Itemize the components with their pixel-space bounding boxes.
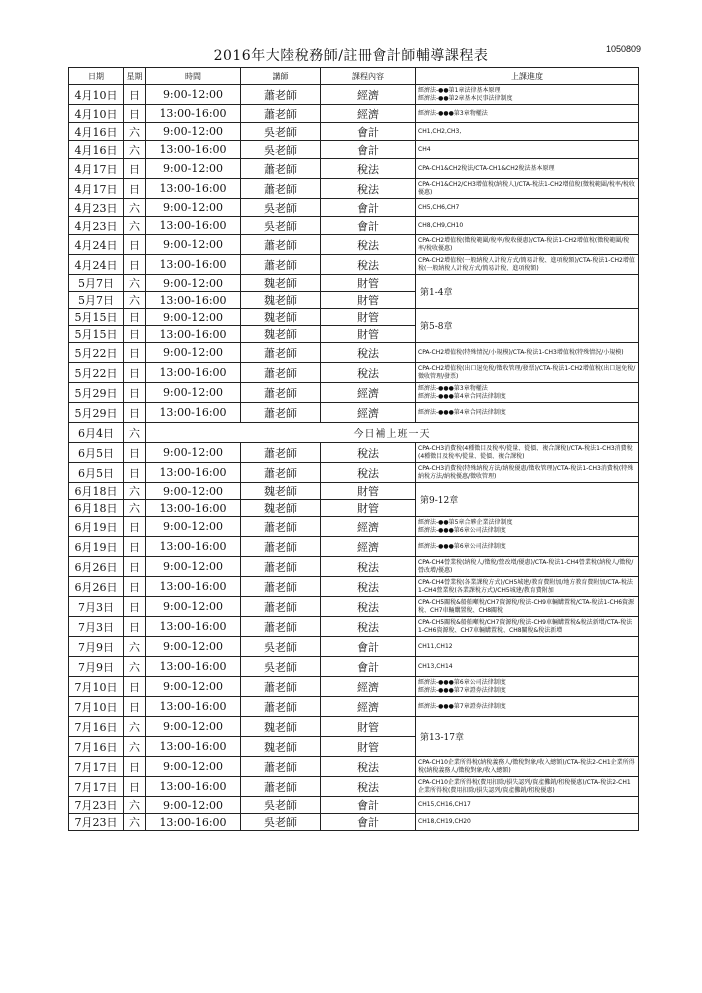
teacher-cell: 吳老師 [241, 141, 321, 159]
subject-cell: 會計 [321, 199, 416, 217]
day-cell: 日 [124, 557, 146, 577]
date-cell: 6月19日 [69, 517, 124, 537]
table-row [69, 577, 639, 597]
date-cell: 5月15日 [69, 326, 124, 343]
date-cell: 7月17日 [69, 757, 124, 777]
progress-cell: 經濟法-●●●第6章公司法律制度 [416, 537, 639, 557]
teacher-cell: 吳老師 [241, 637, 321, 657]
subject-cell: 會計 [321, 217, 416, 235]
progress-cell: CPA-CH3消費稅(4種徵目及稅率/從量、從價、複合課稅)/CTA-稅法1-CH3消費稅(4種徵目及稅率/從量、從價、複合課稅) [416, 443, 639, 463]
progress-cell: CPA-CH1&CH2/CH3增值稅(納稅人)/CTA-稅法1-CH2增值稅(徵稅範圍/稅率/稅收優惠) [416, 179, 639, 199]
subject-cell: 稅法 [321, 757, 416, 777]
day-cell: 日 [124, 235, 146, 255]
table-row [69, 797, 639, 814]
table-row [69, 697, 639, 717]
date-cell: 7月10日 [69, 677, 124, 697]
date-cell: 6月19日 [69, 537, 124, 557]
progress-cell: CPA-CH1&CH2稅法/CTA-CH1&CH2稅法基本原理 [416, 159, 639, 179]
date-cell: 4月24日 [69, 255, 124, 275]
table-row [69, 105, 639, 123]
subject-cell: 稅法 [321, 557, 416, 577]
date-cell: 7月9日 [69, 657, 124, 677]
day-cell: 日 [124, 179, 146, 199]
subject-cell: 會計 [321, 637, 416, 657]
date-cell: 4月24日 [69, 235, 124, 255]
progress-cell: CPA-CH5關稅&船舶噸稅/CH7資源稅/稅法-CH9車輛購置稅/CTA-稅法1-CH6資源稅、CH7車輛購置稅、CH8關稅 [416, 597, 639, 617]
date-cell: 5月29日 [69, 403, 124, 423]
table-row [69, 363, 639, 383]
header-teacher: 講師 [241, 68, 321, 85]
day-cell: 日 [124, 159, 146, 179]
header-date: 日期 [69, 68, 124, 85]
table-row [69, 85, 639, 105]
table-row [69, 557, 639, 577]
day-cell: 日 [124, 363, 146, 383]
table-row [69, 275, 639, 292]
document-code: 1050809 [606, 44, 642, 54]
time-cell: 13:00-16:00 [146, 255, 241, 275]
table-row [69, 537, 639, 557]
teacher-cell: 蕭老師 [241, 757, 321, 777]
teacher-cell: 蕭老師 [241, 235, 321, 255]
progress-cell: CPA-CH10企業所得稅(費用扣除/損失認列/資產攤銷/租稅優惠)/CTA-稅法2-CH1企業所得稅(費用扣除/損失認列/資產攤銷/租稅優惠) [416, 777, 639, 797]
day-cell: 日 [124, 597, 146, 617]
day-cell: 日 [124, 677, 146, 697]
table-header-row [69, 68, 639, 85]
day-cell: 六 [124, 500, 146, 517]
subject-cell: 稅法 [321, 363, 416, 383]
subject-cell: 經濟 [321, 517, 416, 537]
header-day: 星期 [124, 68, 146, 85]
teacher-cell: 吳老師 [241, 217, 321, 235]
progress-cell: CPA-CH2增值稅(徵稅範圍/稅率/稅收優惠)/CTA-稅法1-CH2增值稅(徵稅範圍/稅率/稅收優惠) [416, 235, 639, 255]
table-row [69, 777, 639, 797]
teacher-cell: 蕭老師 [241, 577, 321, 597]
page-title: 2016年大陸稅務師/註冊會計師輔導課程表 [213, 48, 489, 64]
progress-cell: CH4 [416, 141, 639, 159]
day-cell: 日 [124, 777, 146, 797]
teacher-cell: 魏老師 [241, 292, 321, 309]
table-row [69, 141, 639, 159]
teacher-cell: 魏老師 [241, 326, 321, 343]
subject-cell: 經濟 [321, 383, 416, 403]
teacher-cell: 蕭老師 [241, 343, 321, 363]
subject-cell: 經濟 [321, 403, 416, 423]
day-cell: 六 [124, 814, 146, 831]
time-cell: 9:00-12:00 [146, 123, 241, 141]
progress-cell: 經濟法-●●●第4章合同法律制度 [416, 403, 639, 423]
day-cell: 六 [124, 141, 146, 159]
time-cell: 13:00-16:00 [146, 292, 241, 309]
day-cell: 六 [124, 423, 146, 443]
table-row [69, 159, 639, 179]
time-cell: 13:00-16:00 [146, 179, 241, 199]
subject-cell: 經濟 [321, 677, 416, 697]
date-cell: 5月15日 [69, 309, 124, 326]
day-cell: 日 [124, 617, 146, 637]
teacher-cell: 蕭老師 [241, 105, 321, 123]
teacher-cell: 魏老師 [241, 737, 321, 757]
teacher-cell: 吳老師 [241, 797, 321, 814]
time-cell: 9:00-12:00 [146, 235, 241, 255]
time-cell: 9:00-12:00 [146, 483, 241, 500]
time-cell: 13:00-16:00 [146, 141, 241, 159]
date-cell: 4月23日 [69, 217, 124, 235]
date-cell: 6月18日 [69, 483, 124, 500]
day-cell: 日 [124, 343, 146, 363]
teacher-cell: 吳老師 [241, 123, 321, 141]
teacher-cell: 吳老師 [241, 199, 321, 217]
time-cell: 9:00-12:00 [146, 199, 241, 217]
subject-cell: 會計 [321, 814, 416, 831]
table-row [69, 343, 639, 363]
subject-cell: 稅法 [321, 463, 416, 483]
date-cell: 7月16日 [69, 717, 124, 737]
table-row [69, 309, 639, 326]
time-cell: 9:00-12:00 [146, 717, 241, 737]
subject-cell: 稅法 [321, 159, 416, 179]
progress-cell: CH5,CH6,CH7 [416, 199, 639, 217]
progress-cell: 經濟法-●●●第6章公司法律制度 經濟法-●●●第7章證券法律制度 [416, 677, 639, 697]
teacher-cell: 蕭老師 [241, 463, 321, 483]
teacher-cell: 吳老師 [241, 814, 321, 831]
day-cell: 六 [124, 657, 146, 677]
subject-cell: 經濟 [321, 697, 416, 717]
date-cell: 7月3日 [69, 617, 124, 637]
subject-cell: 稅法 [321, 443, 416, 463]
time-cell: 9:00-12:00 [146, 309, 241, 326]
table-row [69, 677, 639, 697]
day-cell: 日 [124, 255, 146, 275]
day-cell: 六 [124, 199, 146, 217]
date-cell: 4月23日 [69, 199, 124, 217]
subject-cell: 稅法 [321, 577, 416, 597]
table-row [69, 423, 639, 443]
time-cell: 13:00-16:00 [146, 537, 241, 557]
date-cell: 6月5日 [69, 463, 124, 483]
progress-cell: CPA-CH2增值稅(出口退免稅/徵收管理/發票)/CTA-稅法1-CH2增值稅(出口退免稅/徵收管理/發票) [416, 363, 639, 383]
day-cell: 日 [124, 85, 146, 105]
day-cell: 日 [124, 757, 146, 777]
teacher-cell: 蕭老師 [241, 617, 321, 637]
progress-cell: CPA-CH2增值稅(特殊情況/小規模)/CTA-稅法1-CH3增值稅(特殊情況/小規模) [416, 343, 639, 363]
table-row [69, 217, 639, 235]
day-cell: 六 [124, 637, 146, 657]
progress-cell: 第13-17章 [416, 717, 639, 757]
day-cell: 日 [124, 517, 146, 537]
teacher-cell: 蕭老師 [241, 517, 321, 537]
date-cell: 4月16日 [69, 141, 124, 159]
teacher-cell: 蕭老師 [241, 777, 321, 797]
date-cell: 7月9日 [69, 637, 124, 657]
day-cell: 日 [124, 463, 146, 483]
progress-cell: CH15,CH16,CH17 [416, 797, 639, 814]
time-cell: 13:00-16:00 [146, 500, 241, 517]
teacher-cell: 蕭老師 [241, 383, 321, 403]
header-time: 時間 [146, 68, 241, 85]
date-cell: 7月17日 [69, 777, 124, 797]
table-row [69, 255, 639, 275]
progress-cell: CH13,CH14 [416, 657, 639, 677]
day-cell: 六 [124, 292, 146, 309]
date-cell: 6月5日 [69, 443, 124, 463]
teacher-cell: 蕭老師 [241, 255, 321, 275]
date-cell: 7月16日 [69, 737, 124, 757]
date-cell: 4月16日 [69, 123, 124, 141]
progress-cell: CPA-CH2增值稅(一般納稅人計稅方式/簡易計稅、進項稅額)/CTA-稅法1-CH2增值稅(一般納稅人計稅方式/簡易計稅、進項稅額) [416, 255, 639, 275]
time-cell: 13:00-16:00 [146, 697, 241, 717]
teacher-cell: 蕭老師 [241, 179, 321, 199]
time-cell: 13:00-16:00 [146, 105, 241, 123]
day-cell: 六 [124, 737, 146, 757]
progress-cell: CPA-CH5關稅&船舶噸稅/CH7資源稅/稅法-CH9車輛購置稅&稅法新增/CTA-稅法1-CH6資源稅、CH7車輛購置稅、CH8關稅&稅法新增 [416, 617, 639, 637]
subject-cell: 財管 [321, 483, 416, 500]
day-cell: 日 [124, 105, 146, 123]
progress-cell: 經濟法-●●●第3章物權法 經濟法-●●●第4章合同法律制度 [416, 383, 639, 403]
table-row [69, 123, 639, 141]
table-row [69, 657, 639, 677]
progress-cell: CH11,CH12 [416, 637, 639, 657]
progress-cell: CPA-CH3消費稅(特殊納稅方法/納稅優惠/徵收管理)/CTA-稅法1-CH3消費稅(特殊納稅方法/納稅優惠/徵收管理) [416, 463, 639, 483]
day-cell: 日 [124, 443, 146, 463]
day-cell: 日 [124, 326, 146, 343]
special-note-cell: 今日補上班一天 [146, 423, 639, 443]
date-cell: 7月10日 [69, 697, 124, 717]
subject-cell: 經濟 [321, 105, 416, 123]
time-cell: 13:00-16:00 [146, 463, 241, 483]
time-cell: 13:00-16:00 [146, 617, 241, 637]
progress-cell: 經濟法-●●第5章合夥企業法律制度 經濟法-●●●第6章公司法律制度 [416, 517, 639, 537]
day-cell: 六 [124, 217, 146, 235]
teacher-cell: 蕭老師 [241, 159, 321, 179]
table-row [69, 717, 639, 737]
teacher-cell: 蕭老師 [241, 677, 321, 697]
subject-cell: 會計 [321, 123, 416, 141]
teacher-cell: 吳老師 [241, 657, 321, 677]
progress-cell: CH8,CH9,CH10 [416, 217, 639, 235]
subject-cell: 稅法 [321, 617, 416, 637]
time-cell: 9:00-12:00 [146, 517, 241, 537]
time-cell: 9:00-12:00 [146, 757, 241, 777]
day-cell: 日 [124, 697, 146, 717]
table-row [69, 443, 639, 463]
time-cell: 9:00-12:00 [146, 557, 241, 577]
day-cell: 六 [124, 483, 146, 500]
teacher-cell: 魏老師 [241, 717, 321, 737]
time-cell: 9:00-12:00 [146, 343, 241, 363]
day-cell: 六 [124, 717, 146, 737]
subject-cell: 稅法 [321, 179, 416, 199]
table-row [69, 179, 639, 199]
header-subject: 課程內容 [321, 68, 416, 85]
table-row [69, 814, 639, 831]
teacher-cell: 魏老師 [241, 309, 321, 326]
date-cell: 6月26日 [69, 577, 124, 597]
table-row [69, 199, 639, 217]
date-cell: 7月3日 [69, 597, 124, 617]
date-cell: 6月26日 [69, 557, 124, 577]
table-row [69, 597, 639, 617]
table-row [69, 637, 639, 657]
time-cell: 13:00-16:00 [146, 403, 241, 423]
day-cell: 六 [124, 123, 146, 141]
date-cell: 4月10日 [69, 85, 124, 105]
time-cell: 9:00-12:00 [146, 637, 241, 657]
date-cell: 4月17日 [69, 179, 124, 199]
progress-cell: CPA-CH10企業所得稅(納稅義務人/徵稅對象/收入總額)/CTA-稅法2-CH1企業所得稅(納稅義務人/徵稅對象/收入總額) [416, 757, 639, 777]
date-cell: 7月23日 [69, 814, 124, 831]
schedule-table [68, 67, 639, 831]
progress-cell: 經濟法-●●●第3章物權法 [416, 105, 639, 123]
time-cell: 13:00-16:00 [146, 737, 241, 757]
subject-cell: 稅法 [321, 255, 416, 275]
subject-cell: 財管 [321, 326, 416, 343]
subject-cell: 財管 [321, 500, 416, 517]
progress-cell: CPA-CH4營業稅(各業課稅方式)/CH5城建/教育費附加/地方教育費附加/CTA-稅法1-CH4營業稅(各業課稅方式)/CH5城建/教育費附加 [416, 577, 639, 597]
teacher-cell: 蕭老師 [241, 363, 321, 383]
time-cell: 13:00-16:00 [146, 363, 241, 383]
table-row [69, 403, 639, 423]
date-cell: 4月10日 [69, 105, 124, 123]
teacher-cell: 蕭老師 [241, 85, 321, 105]
progress-cell: 第5-8章 [416, 309, 639, 343]
progress-cell: CH1,CH2,CH3, [416, 123, 639, 141]
table-row [69, 483, 639, 500]
subject-cell: 財管 [321, 737, 416, 757]
time-cell: 13:00-16:00 [146, 777, 241, 797]
day-cell: 六 [124, 275, 146, 292]
time-cell: 9:00-12:00 [146, 85, 241, 105]
date-cell: 7月23日 [69, 797, 124, 814]
time-cell: 9:00-12:00 [146, 797, 241, 814]
date-cell: 4月17日 [69, 159, 124, 179]
progress-cell: CPA-CH4營業稅(納稅人/徵稅/營改增/優惠)/CTA-稅法1-CH4營業稅(納稅人/徵稅/營改增/優惠) [416, 557, 639, 577]
progress-cell: CH18,CH19,CH20 [416, 814, 639, 831]
teacher-cell: 蕭老師 [241, 403, 321, 423]
time-cell: 13:00-16:00 [146, 577, 241, 597]
day-cell: 日 [124, 383, 146, 403]
progress-cell: 經濟法-●●●第7章證券法律制度 [416, 697, 639, 717]
time-cell: 9:00-12:00 [146, 159, 241, 179]
subject-cell: 稅法 [321, 343, 416, 363]
teacher-cell: 魏老師 [241, 483, 321, 500]
subject-cell: 會計 [321, 141, 416, 159]
progress-cell: 經濟法-●●第1章法律基本原理 經濟法-●●第2章基本民事法律制度 [416, 85, 639, 105]
table-row [69, 517, 639, 537]
schedule-body [69, 85, 639, 831]
day-cell: 日 [124, 309, 146, 326]
subject-cell: 稅法 [321, 597, 416, 617]
table-row [69, 757, 639, 777]
subject-cell: 財管 [321, 275, 416, 292]
time-cell: 9:00-12:00 [146, 275, 241, 292]
time-cell: 13:00-16:00 [146, 814, 241, 831]
table-row [69, 617, 639, 637]
time-cell: 13:00-16:00 [146, 326, 241, 343]
subject-cell: 會計 [321, 797, 416, 814]
date-cell: 5月22日 [69, 343, 124, 363]
subject-cell: 財管 [321, 292, 416, 309]
teacher-cell: 蕭老師 [241, 537, 321, 557]
time-cell: 9:00-12:00 [146, 677, 241, 697]
day-cell: 日 [124, 403, 146, 423]
table-row [69, 235, 639, 255]
teacher-cell: 蕭老師 [241, 597, 321, 617]
time-cell: 9:00-12:00 [146, 443, 241, 463]
progress-cell: 第9-12章 [416, 483, 639, 517]
time-cell: 13:00-16:00 [146, 657, 241, 677]
time-cell: 9:00-12:00 [146, 383, 241, 403]
day-cell: 日 [124, 537, 146, 557]
header-progress: 上課進度 [416, 68, 639, 85]
date-cell: 5月7日 [69, 275, 124, 292]
subject-cell: 財管 [321, 309, 416, 326]
day-cell: 日 [124, 577, 146, 597]
date-cell: 5月22日 [69, 363, 124, 383]
teacher-cell: 魏老師 [241, 275, 321, 292]
teacher-cell: 蕭老師 [241, 443, 321, 463]
progress-cell: 第1-4章 [416, 275, 639, 309]
subject-cell: 經濟 [321, 537, 416, 557]
day-cell: 六 [124, 797, 146, 814]
date-cell: 6月18日 [69, 500, 124, 517]
time-cell: 13:00-16:00 [146, 217, 241, 235]
subject-cell: 稅法 [321, 235, 416, 255]
table-row [69, 383, 639, 403]
subject-cell: 會計 [321, 657, 416, 677]
teacher-cell: 蕭老師 [241, 557, 321, 577]
subject-cell: 稅法 [321, 777, 416, 797]
subject-cell: 財管 [321, 717, 416, 737]
table-row [69, 463, 639, 483]
teacher-cell: 魏老師 [241, 500, 321, 517]
date-cell: 6月4日 [69, 423, 124, 443]
date-cell: 5月7日 [69, 292, 124, 309]
subject-cell: 經濟 [321, 85, 416, 105]
time-cell: 9:00-12:00 [146, 597, 241, 617]
date-cell: 5月29日 [69, 383, 124, 403]
teacher-cell: 蕭老師 [241, 697, 321, 717]
